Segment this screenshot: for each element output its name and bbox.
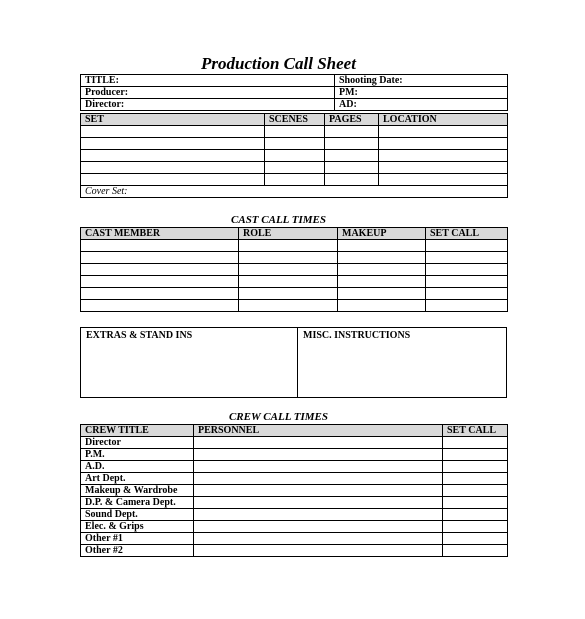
misc-instructions-box [297, 327, 507, 398]
column-header-makeup: MAKEUP [338, 228, 426, 240]
cast-table [80, 227, 508, 312]
table-row [81, 138, 508, 150]
misc-instructions-title: MISC. INSTRUCTIONS [303, 330, 411, 341]
crew-title-director: Director [81, 437, 194, 449]
shooting-date-field-label: Shooting Date: [335, 75, 508, 87]
table-row [81, 264, 508, 276]
title-field-label: TITLE: [81, 75, 335, 87]
table-row [81, 126, 508, 138]
table-row [81, 252, 508, 264]
column-header-crew-title: CREW TITLE [81, 425, 194, 437]
column-header-pages: PAGES [325, 114, 379, 126]
crew-title-makeup-wardrobe: Makeup & Wardrobe [81, 485, 194, 497]
table-row [81, 485, 508, 497]
ad-field-label: AD: [335, 99, 508, 111]
table-row [81, 162, 508, 174]
extras-stand-ins-title: EXTRAS & STAND INS [86, 330, 193, 341]
column-header-location: LOCATION [379, 114, 508, 126]
cast-call-times-title: CAST CALL TIMES [231, 214, 326, 226]
crew-title-sound-dept: Sound Dept. [81, 509, 194, 521]
table-row [81, 150, 508, 162]
table-row [81, 240, 508, 252]
producer-field-label: Producer: [81, 87, 335, 99]
header-info-table [80, 74, 508, 111]
table-row [81, 300, 508, 312]
table-row [81, 473, 508, 485]
column-header-scenes: SCENES [265, 114, 325, 126]
table-row [81, 276, 508, 288]
crew-title-pm: P.M. [81, 449, 194, 461]
crew-title-art-dept: Art Dept. [81, 473, 194, 485]
column-header-cast-set-call: SET CALL [426, 228, 508, 240]
column-header-set: SET [81, 114, 265, 126]
extras-stand-ins-box [80, 327, 298, 398]
document-title: Production Call Sheet [201, 54, 356, 73]
column-header-personnel: PERSONNEL [194, 425, 443, 437]
scenes-table [80, 113, 508, 198]
crew-title-dp-camera: D.P. & Camera Dept. [81, 497, 194, 509]
director-field-label: Director: [81, 99, 335, 111]
table-row [81, 449, 508, 461]
crew-table [80, 424, 508, 557]
table-row [81, 509, 508, 521]
table-row [81, 521, 508, 533]
column-header-role: ROLE [239, 228, 338, 240]
crew-title-elec-grips: Elec. & Grips [81, 521, 194, 533]
table-row [81, 497, 508, 509]
table-row [81, 288, 508, 300]
crew-title-other-1: Other #1 [81, 533, 194, 545]
column-header-crew-set-call: SET CALL [443, 425, 508, 437]
column-header-cast-member: CAST MEMBER [81, 228, 239, 240]
table-row [81, 533, 508, 545]
table-row [81, 437, 508, 449]
crew-title-ad: A.D. [81, 461, 194, 473]
table-row [81, 545, 508, 557]
table-row [81, 461, 508, 473]
crew-title-other-2: Other #2 [81, 545, 194, 557]
cover-set-label: Cover Set: [81, 186, 508, 198]
crew-call-times-title: CREW CALL TIMES [228, 411, 329, 423]
table-row [81, 174, 508, 186]
pm-field-label: PM: [335, 87, 508, 99]
